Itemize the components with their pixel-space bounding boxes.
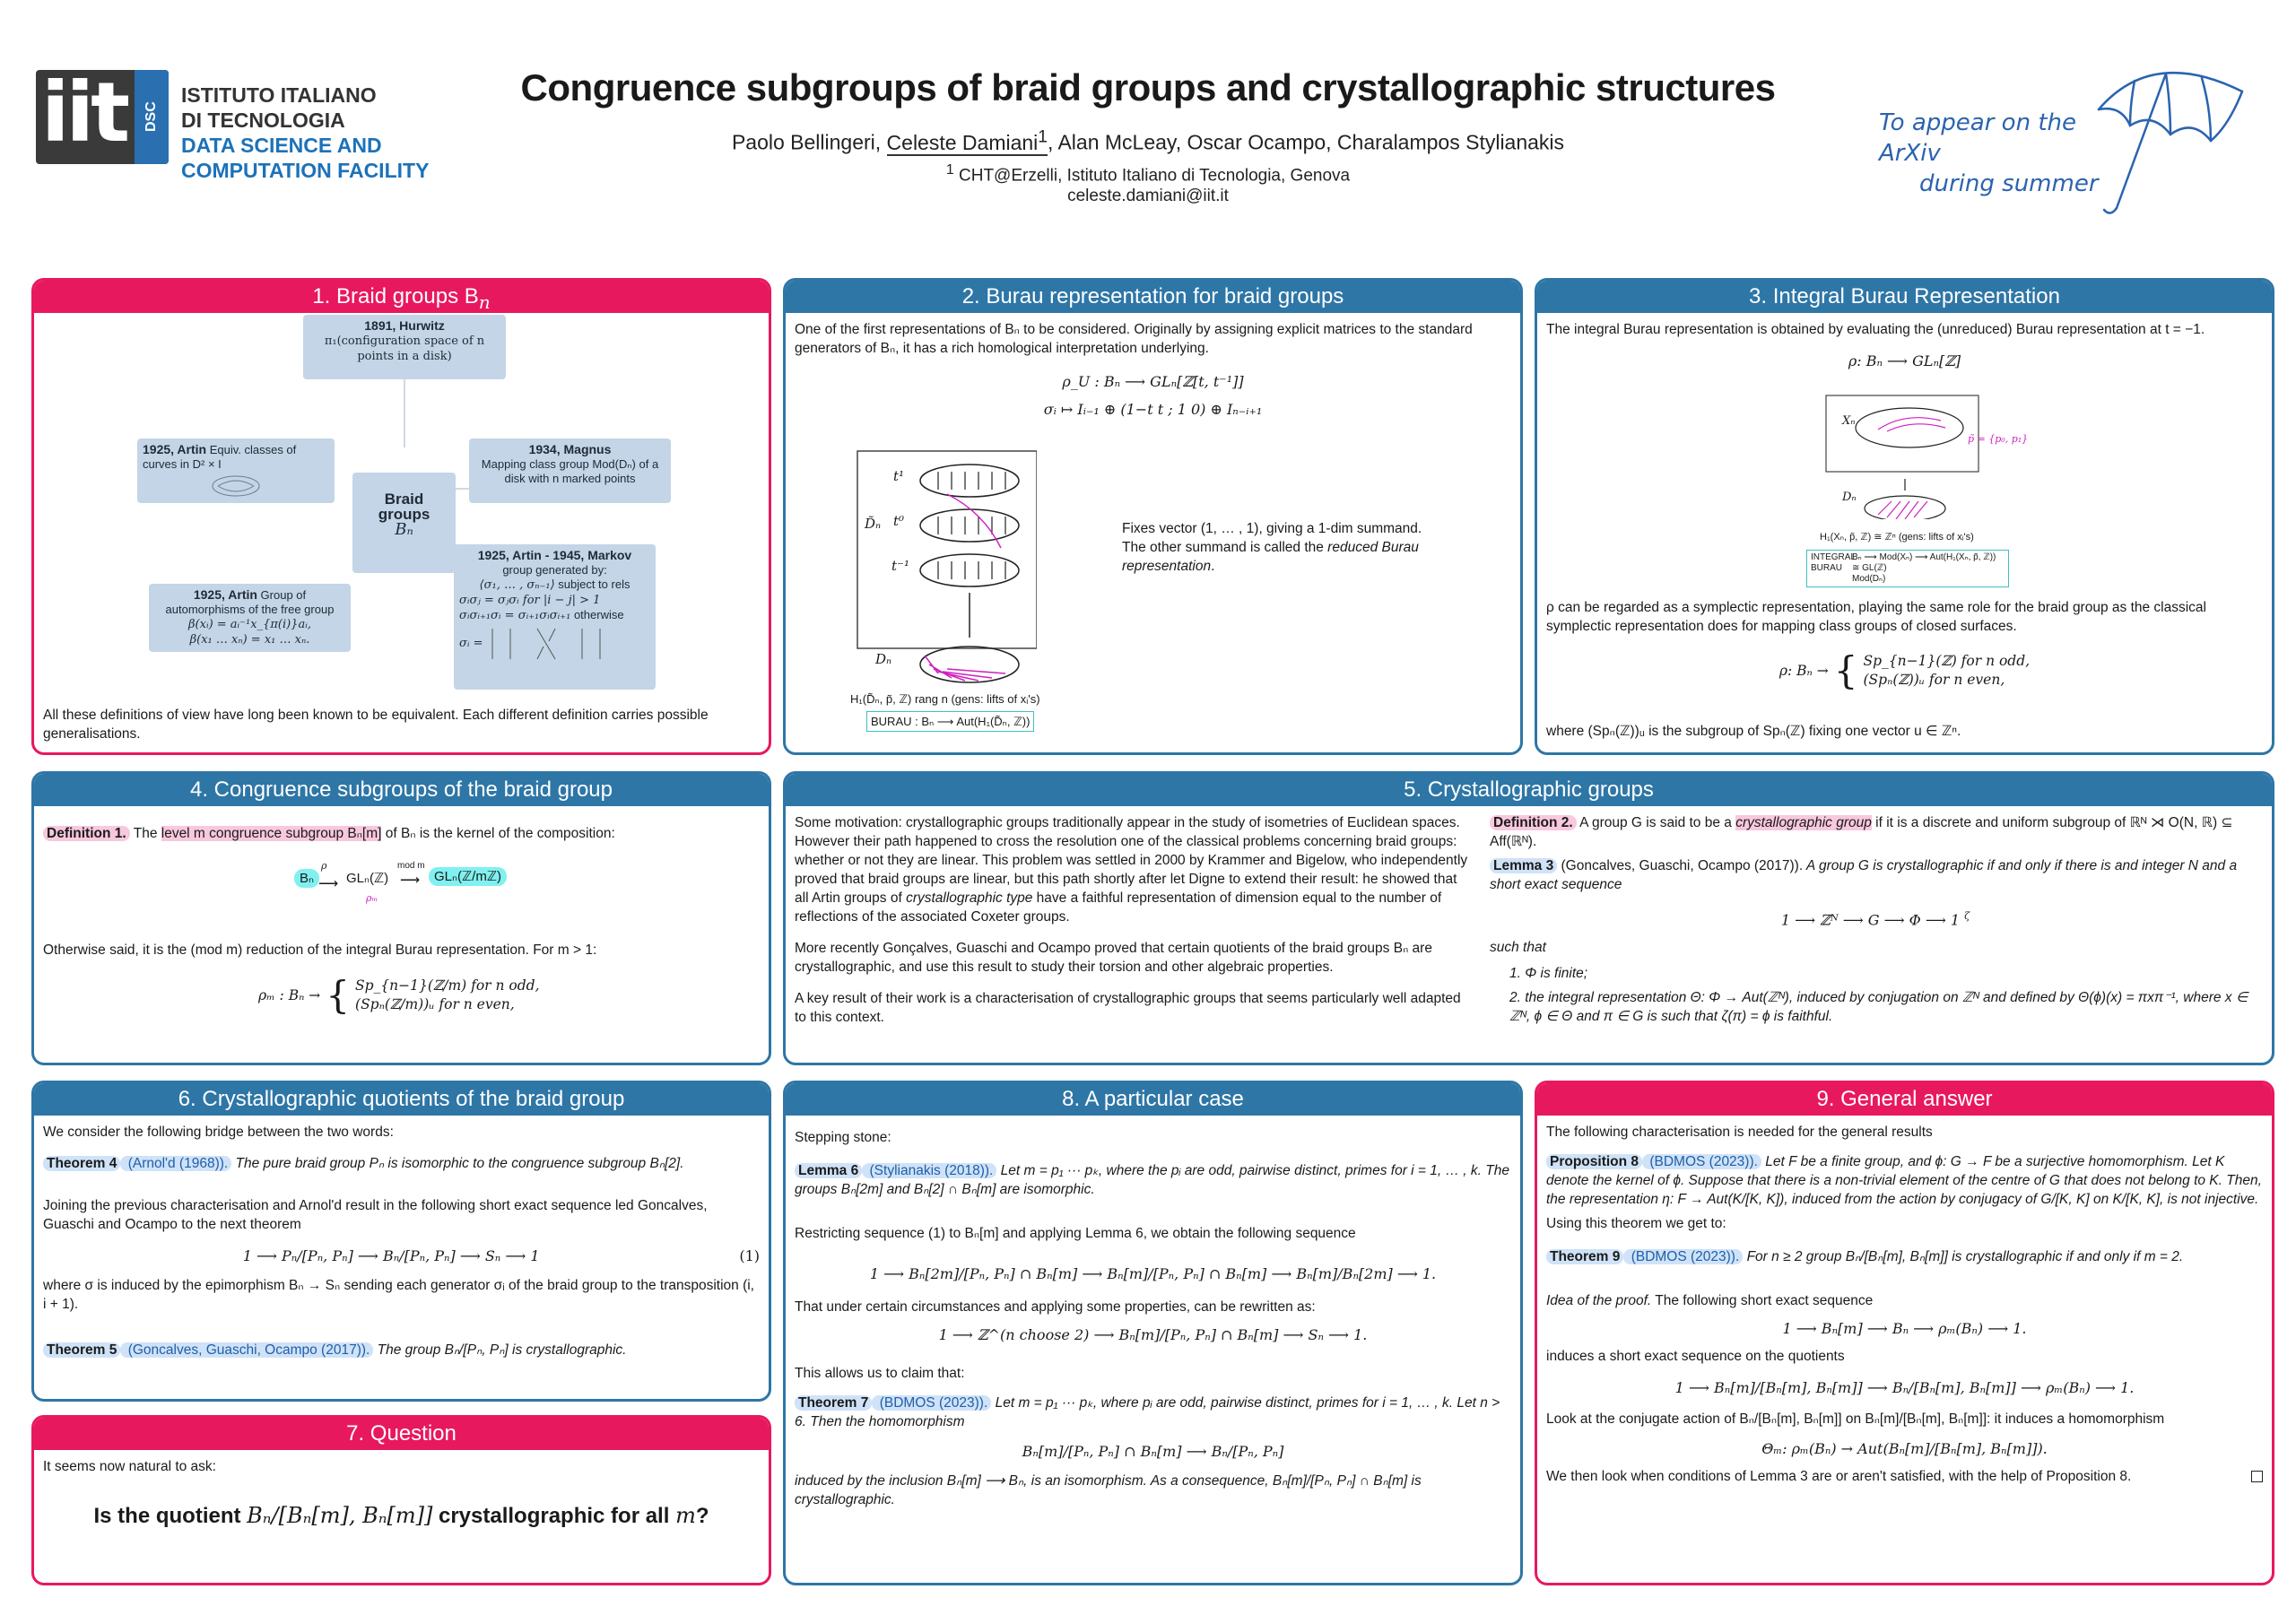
proposition-8-label: Proposition 8 — [1546, 1154, 1642, 1169]
panel-body — [34, 1450, 769, 1583]
integral-where: where (Spₙ(ℤ))ᵤ is the subgroup of Spₙ(ℤ) fixing one vector u ∈ ℤⁿ. — [1546, 724, 1961, 739]
lemma-3-condition-1-text: Φ is finite; — [1525, 966, 1588, 982]
panel-title: 6. Crystallographic quotients of the braid group — [34, 1083, 769, 1116]
general-final — [1546, 1467, 2263, 1486]
node-center-math: Bₙ — [395, 520, 413, 539]
quotients-joining: Joining the previous characterisation and Arnol'd result in the following short exact sequence led Goncalves, Guaschi and Ocampo to the next theorem — [43, 1198, 708, 1232]
general-intro: The following characterisation is needed for the general results — [1546, 1125, 1933, 1140]
panel-crystallographic-quotients — [31, 1081, 771, 1402]
theorem-5-cite: (Goncalves, Guaschi, Ocampo (2017)). — [120, 1342, 373, 1358]
mindmap-node-artin-curves — [137, 439, 335, 503]
node-markov-generators: ⟨σ₁, … , σₙ₋₁⟩ — [479, 578, 555, 592]
mindmap-node-braid-groups — [352, 473, 456, 573]
particular-restricting: Restricting sequence (1) to Bₙ[m] and applying Lemma 6, we obtain the following sequence — [795, 1226, 1356, 1241]
logo-mark-text: iit — [41, 70, 127, 161]
particular-eq-3: Bₙ[m]/[Pₙ, Pₙ] ∩ Bₙ[m] ⟶ Bₙ/[Pₙ, Pₙ] — [1022, 1443, 1284, 1460]
node-markov-title: 1925, Artin - 1945, Markov — [477, 548, 632, 562]
integral-symplectic: ρ can be regarded as a symplectic representation, playing the same role for the braid group as the classical symplectic representation does for mapping class groups of closed surfaces. — [1546, 600, 2206, 634]
burau-eq-1: ρ_U : Bₙ ⟶ GLₙ[ℤ[t, t⁻¹]] — [1062, 373, 1244, 390]
node-artin-aut-math-1: β(xᵢ) = aᵢ⁻¹x_{π(i)}aᵢ, — [188, 618, 311, 631]
iit-logo-mark — [36, 70, 169, 164]
node-markov-text: group generated by: — [502, 563, 607, 577]
definition-1-pre: The — [129, 826, 161, 841]
question-main — [43, 1503, 760, 1528]
panel-title — [34, 281, 769, 313]
congruence-eq — [258, 973, 540, 1017]
affiliation — [502, 160, 1794, 206]
congruence-eq-case-1: Sp_{n−1}(ℤ/m) for n odd, — [355, 977, 540, 994]
question-intro: It seems now natural to ask: — [43, 1459, 216, 1474]
integral-burau-box — [1806, 550, 2009, 587]
burau-fixes-end: . — [1211, 559, 1215, 574]
sketch-label-mod: Mod(Dₙ) — [1852, 574, 1886, 584]
node-hurwitz-title: 1891, Hurwitz — [364, 318, 445, 333]
lemma-3-cite: (Goncalves, Guaschi, Ocampo (2017)). — [1557, 858, 1804, 873]
general-idea-label: Idea of the proof. — [1546, 1293, 1652, 1308]
lemma-3-conditions — [1490, 964, 2261, 1026]
institute-logo — [36, 70, 448, 182]
sketch-label-tm1: t⁻¹ — [891, 558, 909, 574]
theorem-5-text: The group Bₙ/[Pₙ, Pₙ] is crystallographic. — [373, 1342, 627, 1358]
panel-title: 3. Integral Burau Representation — [1537, 281, 2272, 313]
diagram-mod: mod m — [397, 861, 425, 871]
panel-title: 7. Question — [34, 1418, 769, 1450]
lemma-6-text: Let m = p₁ ··· pₖ, where the pᵢ are odd, pairwise distinct, primes for i = 1, … , k. The groups Bₙ[2m] and Bₙ[2] ∩ Bₙ[m] are isomorphic. — [795, 1163, 1509, 1197]
quotients-where: where σ is induced by the epimorphism Bₙ → Sₙ sending each generator σᵢ of the braid group to the transposition (i, i + 1). — [43, 1278, 754, 1312]
panel-congruence — [31, 771, 771, 1065]
diagram-gl: GLₙ(ℤ) — [346, 871, 389, 886]
node-artin-aut-title: 1925, Artin — [193, 587, 257, 602]
definition-2-pre: A group G is said to be a — [1576, 815, 1736, 830]
general-eq-1: 1 ⟶ Bₙ[m] ⟶ Bₙ ⟶ ρₘ(Bₙ) ⟶ 1. — [1782, 1320, 2027, 1337]
motivation-b: have a faithful representation of dimension equal to the number of reflections of the associated Coxeter groups. — [795, 890, 1442, 925]
panel-body — [34, 806, 769, 1063]
theorem-5-label: Theorem 5 — [43, 1342, 120, 1358]
particular-eq-2: 1 ⟶ ℤ^(n choose 2) ⟶ Bₙ[m]/[Pₙ, Pₙ] ∩ Bₙ[m] ⟶ Sₙ ⟶ 1. — [938, 1326, 1368, 1343]
crystallographic-key: A key result of their work is a characterisation of crystallographic groups that seems particularly well adapted to this context. — [795, 991, 1461, 1025]
motivation-italic: crystallographic type — [906, 890, 1033, 906]
diagram-rhom: ρₘ — [366, 892, 378, 904]
sketch-label-p: p̃ = {p₀, p₁} — [1968, 433, 2029, 445]
panel-question — [31, 1415, 771, 1585]
question-post: crystallographic for all — [432, 1504, 676, 1528]
lemma-3-condition-2-text: the integral representation Θ: Φ → Aut(ℤᴺ), induced by conjugation on ℤᴺ and defined by Θ(ϕ)(x) = πxπ⁻¹, where x ∈ ℤᴺ, ϕ ∈ Θ and π ∈ G is such that ζ(π) = ϕ is faithful. — [1509, 990, 2248, 1025]
congruence-otherwise: Otherwise said, it is the (mod m) reduction of the integral Burau representation. For m > 1: — [43, 942, 597, 958]
mindmap-node-artin-markov — [454, 544, 656, 690]
logo-text — [181, 83, 429, 183]
quotients-eq — [43, 1246, 760, 1265]
particular-eq-1: 1 ⟶ Bₙ[2m]/[Pₙ, Pₙ] ∩ Bₙ[m] ⟶ Bₙ[m]/[Pₙ, Pₙ] ∩ Bₙ[m] ⟶ Bₙ[m]/Bₙ[2m] ⟶ 1. — [869, 1265, 1437, 1282]
definition-1-highlight: level m congruence subgroup Bₙ[m] — [161, 826, 382, 841]
general-look: Look at the conjugate action of Bₙ/[Bₙ[m], Bₙ[m]] on Bₙ[m]/[Bₙ[m], Bₙ[m]]: it induces a homomorphism — [1546, 1411, 2165, 1427]
integral-intro: The integral Burau representation is obtained by evaluating the (unreduced) Burau representation at t = −1. — [1546, 322, 2205, 337]
crystallographic-motivation — [795, 813, 1472, 926]
panel-burau — [783, 278, 1523, 755]
burau-eq-2: σᵢ ↦ Iᵢ₋₁ ⊕ (1−t t ; 1 0) ⊕ Iₙ₋ᵢ₊₁ — [1043, 401, 1263, 418]
integral-eq-2-case-2: (Spₙ(ℤ))ᵤ for n even, — [1863, 672, 2005, 688]
general-eq-2: 1 ⟶ Bₙ[m]/[Bₙ[m], Bₙ[m]] ⟶ Bₙ/[Bₙ[m], Bₙ[m]] ⟶ ρₘ(Bₙ) ⟶ 1. — [1674, 1379, 2135, 1396]
mindmap-connector — [404, 376, 405, 447]
diagram-glm: GLₙ(ℤ/mℤ) — [429, 867, 507, 886]
mindmap-node-artin-automorphisms — [149, 584, 351, 652]
theorem-4-cite: (Arnol'd (1968)). — [120, 1156, 231, 1171]
diagram-rho: ρ — [321, 860, 327, 872]
theorem-9-cite: (BDMOS (2023)). — [1623, 1249, 1743, 1264]
congruence-eq-case-2: (Spₙ(ℤ/m))ᵤ for n even, — [355, 996, 515, 1012]
sketch-label-map-wrap — [1852, 552, 2005, 585]
proposition-8-cite: (BDMOS (2023)). — [1642, 1154, 1761, 1169]
sketch-label-burau: BURAU : Bₙ ⟶ Aut(H₁(D̃ₙ, ℤ)) — [866, 711, 1034, 732]
panel-title: 2. Burau representation for braid groups — [786, 281, 1520, 313]
general-using: Using this theorem we get to: — [1546, 1216, 1726, 1231]
lemma-3-zeta: ζ — [1964, 910, 1970, 922]
general-idea — [1546, 1291, 2263, 1310]
sketch-label-dn: Dₙ — [875, 651, 892, 667]
particular-induced: induced by the inclusion Bₙ[m] ⟶ Bₙ, is an isomorphism. As a consequence, Bₙ[m]/[Pₙ, Pₙ] ∩ Bₙ[m] is crystallographic. — [795, 1473, 1422, 1507]
diagram-bn: Bₙ — [294, 869, 319, 888]
node-artin-curves-text: Equiv. classes of curves in D² × I — [143, 443, 297, 471]
sketch-label-integral: INTEGRAL BURAU — [1811, 552, 1856, 573]
logo-line-1: ISTITUTO ITALIANO — [181, 83, 377, 107]
general-final-text: We then look when conditions of Lemma 3 are or aren't satisfied, with the help of Proposition 8. — [1546, 1469, 2132, 1484]
quotients-eq-num: (1) — [739, 1247, 760, 1264]
theorem-9-text: For n ≥ 2 group Bₙ/[Bₙ[m], Bₙ[m]] is crystallographic if and only if m = 2. — [1743, 1249, 2184, 1264]
general-induces: induces a short exact sequence on the quotients — [1546, 1349, 1845, 1364]
lemma-6-label: Lemma 6 — [795, 1163, 862, 1178]
umbrella-icon — [2081, 56, 2278, 226]
logo-mark-tab: DSC — [135, 70, 169, 164]
node-markov-rel-1: σᵢσⱼ = σⱼσᵢ for |i − j| > 1 — [459, 594, 601, 607]
definition-1-post: of Bₙ is the kernel of the composition: — [381, 826, 615, 841]
integral-eq-2-lhs: ρ: Bₙ → — [1779, 662, 1829, 679]
crystallographic-column-2 — [1490, 813, 2261, 1031]
integral-eq-2-cases — [1863, 652, 2030, 690]
lemma-3-eq-text: 1 ⟶ ℤᴺ ⟶ G ⟶ Φ ⟶ 1 — [1780, 911, 1961, 929]
panel-general-answer — [1535, 1081, 2274, 1585]
panel-body — [34, 1116, 769, 1399]
panel-braid-groups — [31, 278, 771, 755]
question-m: m — [675, 1503, 696, 1528]
panel-crystallographic — [783, 771, 2274, 1065]
panel-body — [786, 806, 2272, 1063]
node-markov-sigma: σᵢ = — [459, 637, 483, 650]
definition-2 — [1490, 813, 2261, 851]
panel-title-sub: n — [478, 291, 491, 313]
logo-line-2: DI TECNOLOGIA — [181, 109, 345, 132]
logo-line-3: DATA SCIENCE AND — [181, 134, 382, 157]
panel-title: 8. A particular case — [786, 1083, 1520, 1116]
sketch-label-h1: H₁(Xₙ, p̃, ℤ) ≅ ℤⁿ (gens: lifts of xᵢ's) — [1820, 532, 1974, 543]
definition-1 — [43, 824, 760, 843]
theorem-4-text: The pure braid group Pₙ is isomorphic to the congruence subgroup Bₙ[2]. — [231, 1156, 684, 1171]
sketch-label-h1: H₁(D̃ₙ, p̃, ℤ) rang n (gens: lifts of xᵢ's) — [850, 692, 1040, 706]
poster-title: Congruence subgroups of braid groups and crystallographic structures — [520, 66, 1776, 109]
question-end: ? — [695, 1504, 709, 1528]
quotients-eq-text: 1 ⟶ Pₙ/[Pₙ, Pₙ] ⟶ Bₙ/[Pₙ, Pₙ] ⟶ Sₙ ⟶ 1 — [242, 1247, 540, 1264]
panel-particular-case — [783, 1081, 1523, 1585]
sketch-label-x: Xₙ — [1842, 414, 1856, 428]
lemma-6 — [795, 1161, 1511, 1199]
burau-intro: One of the first representations of Bₙ to be considered. Originally by assigning explicit matrices to the standard generators of Bₙ, it has a rich homological interpretation underlying. — [795, 322, 1473, 356]
node-magnus-text: Mapping class group Mod(Dₙ) of a disk with n marked points — [481, 457, 659, 485]
panel-title: 5. Crystallographic groups — [786, 774, 2272, 806]
quotients-intro: We consider the following bridge between the two words: — [43, 1125, 394, 1140]
panel-integral-burau — [1535, 278, 2274, 755]
integral-eq-2-case-1: Sp_{n−1}(ℤ) for n odd, — [1863, 653, 2031, 669]
affil-text: CHT@Erzelli, Istituto Italiano di Tecnologia, Genova — [953, 166, 1351, 186]
arrow-icon: ⟶ — [318, 876, 339, 891]
lemma-3-condition-2: 2. the integral representation Θ: Φ → Aut(ℤᴺ), induced by conjugation on ℤᴺ and defined by Θ(ϕ)(x) = πxπ⁻¹, where x ∈ ℤᴺ, ϕ ∈ Θ and π ∈ G is such that ζ(π) = ϕ is faithful. — [1509, 990, 2248, 1025]
general-idea-text: The following short exact sequence — [1651, 1293, 1874, 1308]
node-hurwitz-text: π₁(configuration space of n points in a disk) — [324, 334, 485, 363]
curves-sketch-icon — [209, 473, 263, 499]
author-sup: 1 — [1038, 127, 1048, 146]
definition-2-post: if it is a discrete and uniform subgroup of ℝᴺ ⋊ O(N, ℝ) ⊆ Aff(ℝᴺ). — [1490, 815, 2233, 849]
arxiv-note-line-2: during summer — [1919, 170, 2099, 197]
node-artin-aut-math-2: β(x₁ … xₙ) = x₁ … xₙ. — [189, 633, 310, 647]
lemma-3 — [1490, 856, 2261, 894]
arxiv-note — [1879, 108, 2112, 197]
brace-icon: { — [326, 973, 351, 1017]
integral-eq-2 — [1537, 648, 2272, 692]
lemma-3-condition-1: 1. Φ is finite; — [1509, 966, 1588, 982]
sketch-label-map: Bₙ ⟶ Mod(Xₙ) ⟶ Aut(H₁(Xₙ, p̃, ℤ)) ≅ GL(ℤ) — [1852, 552, 1996, 573]
author-presenting — [886, 127, 1048, 156]
node-center-title: Braid groups — [378, 491, 430, 523]
arxiv-note-line-1: To appear on the ArXiv — [1879, 109, 2076, 167]
email: celeste.damiani@iit.it — [1067, 187, 1229, 206]
panel-body — [786, 313, 1520, 752]
sketch-label-dtilde: D̃ₙ — [865, 516, 882, 532]
braid-generator-sketch-icon — [483, 627, 618, 661]
panel-1-footer: All these definitions of view have long been known to be equivalent. Each different definition carries possible generalisations. — [43, 708, 709, 742]
node-markov-rel-2: σᵢσᵢ₊₁σᵢ = σᵢ₊₁σᵢσᵢ₊₁ — [459, 609, 571, 622]
particular-stepping: Stepping stone: — [795, 1130, 891, 1145]
burau-fixes: Fixes vector (1, … , 1), giving a 1-dim summand. The other summand is called the — [1122, 521, 1422, 555]
node-markov-rels-label: subject to rels — [554, 578, 631, 591]
particular-circumstances: That under certain circumstances and applying some properties, can be rewritten as: — [795, 1299, 1316, 1315]
panel-body — [34, 313, 769, 752]
sketch-label-dn: Dₙ — [1842, 491, 1857, 504]
panel-title: 9. General answer — [1537, 1083, 2272, 1116]
affil-sup: 1 — [945, 162, 954, 178]
definition-2-highlight: crystallographic group — [1735, 815, 1872, 830]
panel-title: 4. Congruence subgroups of the braid group — [34, 774, 769, 806]
lemma-6-cite: (Stylianakis (2018)). — [862, 1163, 996, 1178]
sketch-label-t0: t⁰ — [893, 513, 905, 529]
crystallographic-recent: More recently Gonçalves, Guaschi and Ocampo proved that certain quotients of the braid groups Bₙ are crystallographic, and use this result to study their torsion and other algebraic properties. — [795, 941, 1432, 975]
qed-square-icon — [2251, 1471, 2263, 1482]
brace-icon: { — [1833, 648, 1858, 692]
definition-1-label: Definition 1. — [43, 826, 130, 841]
panel-body — [1537, 313, 2272, 752]
theorem-7-label: Theorem 7 — [795, 1395, 872, 1411]
particular-allows: This allows us to claim that: — [795, 1366, 965, 1381]
authors-rest: , Alan McLeay, Oscar Ocampo, Charalampos Stylianakis — [1047, 130, 1565, 154]
proposition-8-text: Let F be a finite group, and ϕ: G → F be a surjective homomorphism. Let K denote the kernel of ϕ. Suppose that there is a non-trivial element of the centre of G that does not belong to K. Then, the representation η: F → Aut(K/[K, K]), induced from the action by conjugacy of G/[K, K] on K/[K, K], is not injective. — [1546, 1154, 2262, 1207]
proposition-8 — [1546, 1152, 2263, 1209]
theorem-7-cite: (BDMOS (2023)). — [872, 1395, 991, 1411]
crystallographic-column-1 — [795, 813, 1472, 1032]
theorem-4 — [43, 1154, 760, 1173]
mindmap-node-hurwitz — [303, 315, 506, 379]
lemma-3-label: Lemma 3 — [1490, 858, 1557, 873]
author-first: Paolo Bellingeri, — [731, 130, 887, 154]
integral-eq-1: ρ: Bₙ ⟶ GLₙ[ℤ] — [1848, 352, 1961, 369]
author-presenting-name: Celeste Damiani — [886, 130, 1039, 154]
node-artin-curves-title: 1925, Artin — [143, 442, 207, 456]
sketch-label-t1: t¹ — [893, 468, 905, 484]
congruence-diagram — [294, 856, 527, 904]
definition-2-label: Definition 2. — [1490, 815, 1577, 830]
node-magnus-title: 1934, Magnus — [528, 442, 612, 456]
theorem-9 — [1546, 1247, 2263, 1266]
theorem-7 — [795, 1394, 1511, 1431]
panel-body — [786, 1116, 1520, 1583]
burau-fixes-text — [1122, 519, 1445, 576]
theorem-9-label: Theorem 9 — [1546, 1249, 1623, 1264]
theorem-5 — [43, 1341, 760, 1359]
panel-body — [1537, 1116, 2272, 1583]
question-pre: Is the quotient — [93, 1504, 248, 1528]
logo-line-4: COMPUTATION FACILITY — [181, 159, 430, 182]
motivation-a: Some motivation: crystallographic groups traditionally appear in the study of isometries of Euclidean spaces. However their path happened to cross the resolution one of the classical problems concerning braid groups: whether or not they are linear. This problem was settled in 2000 by Krammer and Bigelow, who independently proved that braid groups are linear, but this path shortly after let Digne to extend their result: he showed that all Artin groups of — [795, 815, 1468, 906]
lemma-3-eq — [1490, 907, 2261, 929]
arrow-icon: ⟶ — [400, 873, 421, 888]
question-math: Bₙ/[Bₙ[m], Bₙ[m]] — [247, 1503, 433, 1528]
author-list — [502, 127, 1794, 155]
lemma-3-text: A group G is crystallographic if and only if there is and integer N and a short exact sequence — [1490, 858, 2238, 892]
general-eq-3: Θₘ: ρₘ(Bₙ) → Aut(Bₙ[m]/[Bₙ[m], Bₙ[m]]). — [1761, 1440, 2048, 1457]
node-markov-otherwise: otherwise — [573, 608, 624, 621]
theorem-7-text: Let m = p₁ ··· pₖ, where pᵢ are odd, pairwise distinct, primes for i = 1, … , k. Let n > 6. Then the homomorphism — [795, 1395, 1500, 1429]
lemma-3-such: such that — [1490, 940, 1546, 956]
theorem-4-label: Theorem 4 — [43, 1156, 120, 1171]
panel-title-text: 1. Braid groups B — [312, 284, 479, 308]
mindmap-node-magnus — [469, 439, 671, 503]
congruence-eq-cases — [355, 977, 540, 1014]
burau-reduced: reduced Burau representation — [1122, 540, 1419, 574]
node-artin-aut-text: Group of automorphisms of the free group — [165, 588, 335, 616]
congruence-eq-lhs: ρₘ : Bₙ → — [258, 986, 321, 1003]
